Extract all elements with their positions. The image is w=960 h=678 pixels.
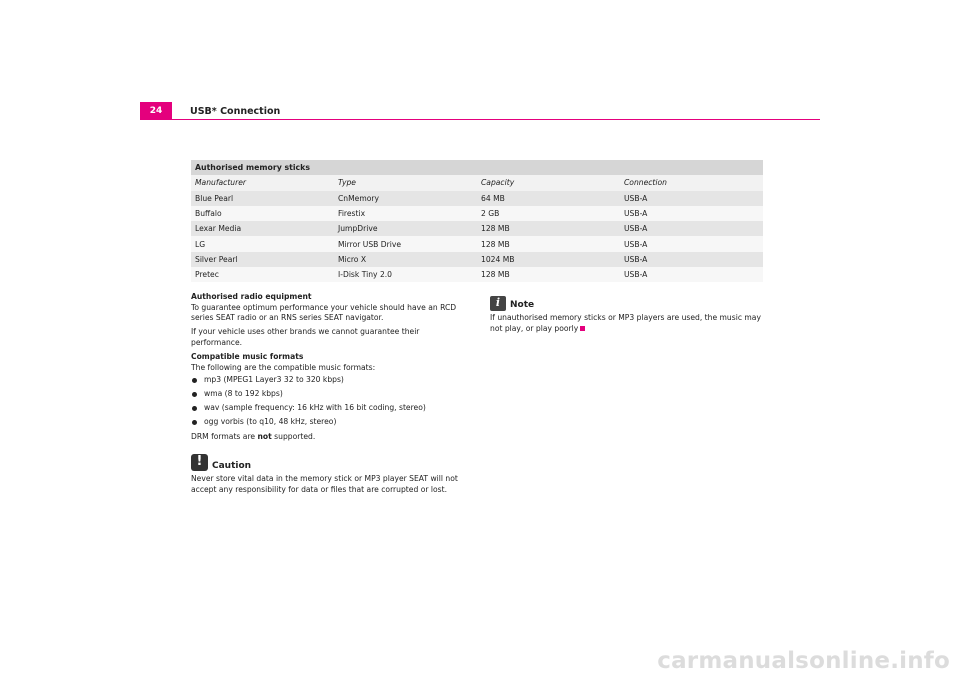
caution-header	[191, 454, 469, 471]
column-header-manufacturer: Manufacturer	[191, 175, 334, 190]
column-header-type: Type	[334, 175, 477, 190]
cell-capacity: 2 GB	[477, 206, 620, 221]
drm-suffix: supported.	[271, 431, 316, 441]
bullet-icon	[192, 406, 197, 411]
cell-capacity: 128 MB	[477, 221, 620, 236]
equipment-paragraph: To guarantee optimum performance your vehicle should have an RCD series SEAT radio or an RNS series SEAT navigator.	[191, 302, 457, 323]
cell-type: Firestix	[334, 206, 477, 221]
cell-connection: USB-A	[620, 252, 763, 267]
cell-manufacturer: Buffalo	[191, 206, 334, 221]
cell-type: I-Disk Tiny 2.0	[334, 267, 477, 282]
left-column	[191, 292, 469, 499]
cell-manufacturer: LG	[191, 236, 334, 251]
table-row	[191, 267, 763, 282]
cell-connection: USB-A	[620, 191, 763, 206]
bullet-icon	[192, 420, 197, 425]
list-item	[191, 417, 469, 428]
bullet-icon	[192, 378, 197, 383]
format-item-text: mp3 (MPEG1 Layer3 32 to 320 kbps)	[204, 375, 344, 385]
list-item	[191, 389, 469, 400]
note-paragraph	[490, 313, 768, 334]
cell-type: Micro X	[334, 252, 477, 267]
note-label: Note	[510, 300, 535, 311]
cell-capacity: 128 MB	[477, 236, 620, 251]
format-item-text: ogg vorbis (to q10, 48 kHz, stereo)	[204, 417, 337, 427]
format-item-text: wma (8 to 192 kbps)	[204, 389, 283, 399]
cell-manufacturer: Blue Pearl	[191, 191, 334, 206]
cell-connection: USB-A	[620, 221, 763, 236]
drm-emphasis: not	[257, 431, 272, 441]
list-item	[191, 403, 469, 414]
formats-list	[191, 375, 469, 428]
cell-manufacturer: Lexar Media	[191, 221, 334, 236]
cell-capacity: 1024 MB	[477, 252, 620, 267]
table-title: Authorised memory sticks	[191, 160, 763, 175]
cell-type: JumpDrive	[334, 221, 477, 236]
cell-connection: USB-A	[620, 206, 763, 221]
formats-heading: Compatible music formats	[191, 351, 304, 361]
right-column	[490, 296, 768, 334]
cell-type: CnMemory	[334, 191, 477, 206]
table-row	[191, 191, 763, 206]
caution-box	[191, 454, 469, 495]
page-number: 24	[140, 102, 172, 120]
cell-type: Mirror USB Drive	[334, 236, 477, 251]
drm-prefix: DRM formats are	[191, 431, 258, 441]
cell-capacity: 128 MB	[477, 267, 620, 282]
equipment-heading: Authorised radio equipment	[191, 292, 312, 301]
page-title: USB* Connection	[190, 106, 281, 117]
info-icon: i	[490, 296, 506, 311]
note-text: If unauthorised memory sticks or MP3 players are used, the music may not play, or play poorly	[490, 313, 761, 333]
caution-icon: !	[191, 454, 208, 471]
table-row	[191, 221, 763, 236]
table-row	[191, 206, 763, 221]
bullet-icon	[192, 392, 197, 397]
list-item	[191, 375, 469, 386]
end-of-section-icon	[580, 326, 585, 331]
brands-paragraph: If your vehicle uses other brands we cannot guarantee their performance.	[191, 327, 420, 347]
caution-text: Never store vital data in the memory stick or MP3 player SEAT will not accept any responsibility for data or files that are corrupted or lost.	[191, 474, 458, 494]
cell-manufacturer: Pretec	[191, 267, 334, 282]
table-row	[191, 236, 763, 251]
column-header-connection: Connection	[620, 175, 763, 190]
cell-connection: USB-A	[620, 267, 763, 282]
memory-sticks-table	[191, 160, 763, 282]
column-header-capacity: Capacity	[477, 175, 620, 190]
caution-label: Caution	[212, 460, 252, 471]
drm-paragraph	[191, 432, 469, 443]
formats-intro: The following are the compatible music formats:	[191, 362, 376, 372]
watermark: carmanualsonline.info	[657, 648, 950, 674]
header-divider	[140, 119, 820, 120]
cell-capacity: 64 MB	[477, 191, 620, 206]
cell-manufacturer: Silver Pearl	[191, 252, 334, 267]
cell-connection: USB-A	[620, 236, 763, 251]
table-row	[191, 252, 763, 267]
format-item-text: wav (sample frequency: 16 kHz with 16 bit coding, stereo)	[204, 403, 426, 413]
note-header	[490, 296, 768, 311]
